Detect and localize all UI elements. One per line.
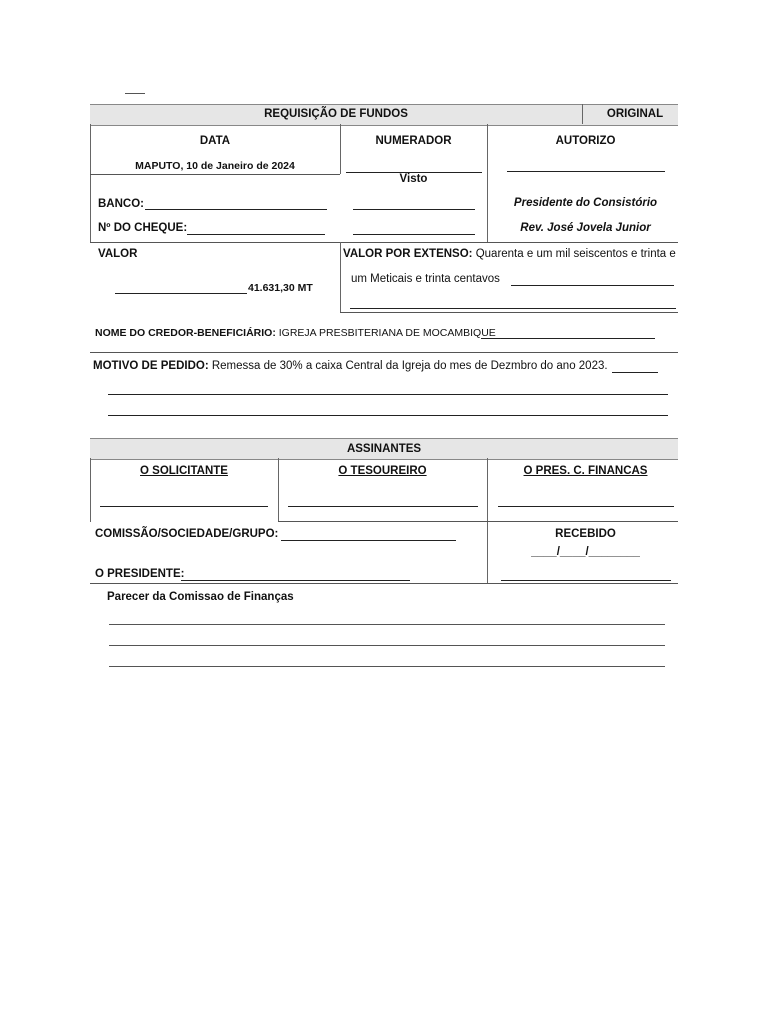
- visto-label: Visto: [399, 173, 428, 185]
- col-divider-1: [340, 124, 341, 174]
- consistorio-name: Rev. José Jovela Junior: [520, 222, 651, 234]
- date-bottom-line: [90, 174, 340, 175]
- valor-extenso-label: VALOR POR EXTENSO:: [343, 248, 473, 260]
- extenso-line-a: [511, 285, 674, 286]
- solicitante-label: O SOLICITANTE: [140, 465, 228, 477]
- parecer-line-3: [109, 666, 665, 667]
- parecer-line-2: [109, 645, 665, 646]
- valor-extenso-line1: Quarenta e um mil seiscentos e trinta e: [475, 248, 676, 260]
- credor-bottom-line: [90, 352, 678, 353]
- banco-label: BANCO:: [98, 198, 144, 210]
- motivo-value: Remessa de 30% a caixa Central da Igreja do mes de Dezmbro do ano 2023.: [211, 360, 608, 372]
- presidente-line: [181, 580, 410, 581]
- comissao-label: COMISSÃO/SOCIEDADE/GRUPO:: [95, 528, 279, 540]
- sig-row-bottom-line: [278, 521, 678, 522]
- consistorio-role: Presidente do Consistório: [513, 197, 658, 209]
- valor-bottom-line: [340, 312, 678, 313]
- date-value: MAPUTO, 10 de Janeiro de 2024: [135, 160, 295, 172]
- extenso-line-b: [350, 308, 676, 309]
- solicitante-signature-line: [100, 506, 268, 507]
- comissao-line: [281, 540, 456, 541]
- motivo-row: [93, 360, 608, 372]
- signatures-title: ASSINANTES: [346, 443, 422, 455]
- credor-label: NOME DO CREDOR-BENEFICIÁRIO:: [95, 327, 276, 339]
- motivo-line-end: [612, 372, 658, 373]
- header-divider: [582, 104, 583, 124]
- parecer-line-1: [109, 624, 665, 625]
- copy-label: ORIGINAL: [606, 108, 664, 120]
- autorizo-signature-line: [507, 171, 665, 172]
- cheque-line-2: [353, 234, 475, 235]
- form-title: REQUISIÇÃO DE FUNDOS: [264, 108, 408, 120]
- visto-line: [353, 209, 475, 210]
- tesoureiro-label: O TESOUREIRO: [338, 465, 427, 477]
- banco-line: [145, 209, 327, 210]
- cheque-line: [187, 234, 325, 235]
- valor-extenso: [343, 248, 676, 260]
- autorizo-label: AUTORIZO: [555, 135, 616, 147]
- valor-line: [115, 293, 247, 294]
- valor-top-line: [90, 242, 678, 243]
- pres-financas-label: O PRES. C. FINANCAS: [523, 465, 648, 477]
- valor-amount: 41.631,30 MT: [248, 282, 313, 294]
- valor-extenso-line2: um Meticais e trinta centavos: [351, 273, 500, 285]
- pres-financas-signature-line: [498, 506, 674, 507]
- parecer-label: Parecer da Comissao de Finanças: [107, 591, 294, 603]
- tesoureiro-signature-line: [288, 506, 478, 507]
- presidente-label: O PRESIDENTE:: [95, 568, 185, 580]
- cheque-label: Nº DO CHEQUE:: [98, 222, 188, 234]
- recebido-signature-line: [501, 580, 671, 581]
- credor-row: [95, 327, 496, 339]
- credor-value: IGREJA PRESBITERIANA DE MOCAMBIQUE: [278, 327, 496, 339]
- sig-bottom-line: [90, 583, 678, 584]
- numerador-label: NUMERADOR: [375, 135, 452, 147]
- motivo-line-2: [108, 415, 668, 416]
- motivo-line-1: [108, 394, 668, 395]
- valor-label: VALOR: [98, 248, 138, 260]
- credor-line: [481, 338, 655, 339]
- recebido-label: RECEBIDO: [555, 528, 616, 540]
- date-label: DATA: [199, 135, 231, 147]
- motivo-label: MOTIVO DE PEDIDO:: [93, 360, 209, 372]
- recebido-date: ____/____/________: [531, 546, 640, 558]
- stray-mark: [125, 93, 145, 94]
- valor-divider: [340, 242, 341, 312]
